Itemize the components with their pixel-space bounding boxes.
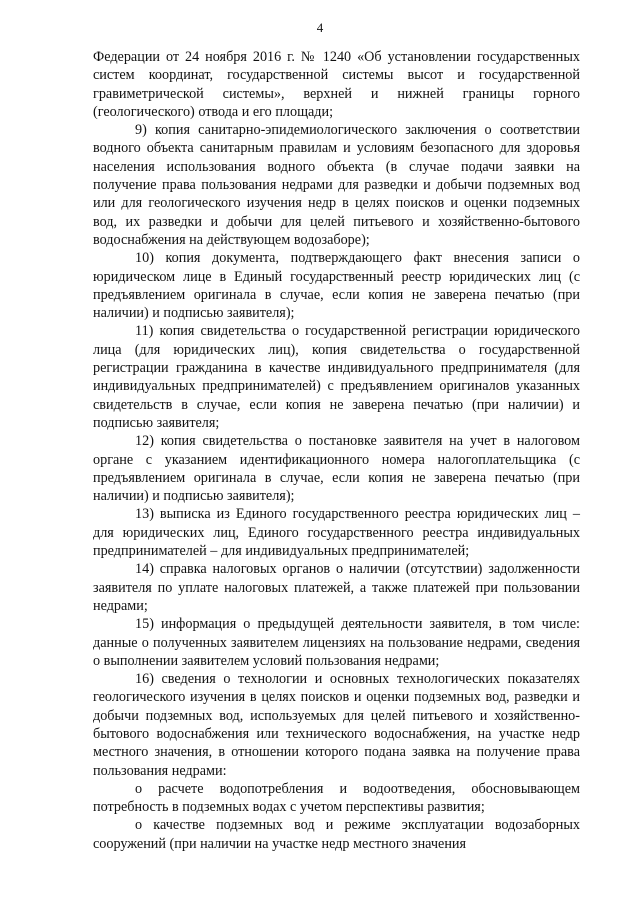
paragraph-item-12: 12) копия свидетельства о постановке заявителя на учет в налоговом органе с указанием идентификационного номера налогоплательщика (с предъявлением оригинала в случае, если копия не заверена печатью (при наличии) и подписью заявителя); bbox=[93, 433, 580, 505]
paragraph-item-10: 10) копия документа, подтверждающего факт внесения записи о юридическом лице в Единый государственный реестр юридических лиц (с предъявлением оригинала в случае, если копия не заверена печатью (при наличии) и подписью заявителя); bbox=[93, 250, 580, 322]
document-body bbox=[93, 48, 580, 853]
paragraph-item-14: 14) справка налоговых органов о наличии (отсутствии) задолженности заявителя по уплате налоговых платежей, а также платежей при пользовании недрами; bbox=[93, 561, 580, 614]
paragraph-continuation: Федерации от 24 ноября 2016 г. № 1240 «Об установлении государственных систем координат, государственной системы высот и государственной гравиметрической системы», верхней и нижней границы горного (геологического) отвода и его площади; bbox=[93, 49, 580, 120]
page-number: 4 bbox=[316, 20, 324, 35]
paragraph-item-11: 11) копия свидетельства о государственной регистрации юридического лица (для юридических лиц), копия свидетельства о государственной регистрации гражданина в качестве индивидуального предпринимателя (для индивидуальных предпринимателей) с предъявлением оригиналов указанных свидетельств в случае, если копия не заверена печатью (при наличии) и подписью заявителя; bbox=[93, 323, 580, 431]
paragraph-item-9: 9) копия санитарно-эпидемиологического заключения о соответствии водного объекта санитарным правилам и условиям безопасного для здоровья населения использования водного объекта (в случае подачи заявки на получение права пользования недрами для разведки и добычи подземных вод или для геологического изучения недр в целях поисков и оценки подземных вод, их разведки и добычи для целей питьевого и хозяйственно-бытового водоснабжения на действующем водозаборе); bbox=[93, 122, 580, 248]
paragraph-item-13: 13) выписка из Единого государственного реестра юридических лиц – для юридических лиц, Единого государственного реестра индивидуальных предпринимателей – для индивидуальных предпринимателей; bbox=[93, 506, 580, 560]
paragraph-item-16: 16) сведения о технологии и основных технологических показателях геологического изучения в целях поисков и оценки подземных вод, разведки и добычи подземных вод, используемых для целей питьевого и хозяйственно-бытового водоснабжения или технического водоснабжения, на участке недр местного значения, в отношении которого подана заявка на получение права пользования недрами: bbox=[93, 671, 580, 779]
paragraph-subitem-water-consumption: о расчете водопотребления и водоотведения, обосновывающем потребность в подземных водах с учетом перспективы развития; bbox=[93, 780, 580, 816]
paragraph-item-15: 15) информация о предыдущей деятельности заявителя, в том числе: данные о полученных заявителем лицензиях на пользование недрами, сведения о выполнении заявителем условий пользования недрами; bbox=[93, 616, 580, 669]
paragraph-subitem-water-quality: о качестве подземных вод и режиме эксплуатации водозаборных сооружений (при наличии на участке недр местного значения bbox=[93, 817, 580, 852]
